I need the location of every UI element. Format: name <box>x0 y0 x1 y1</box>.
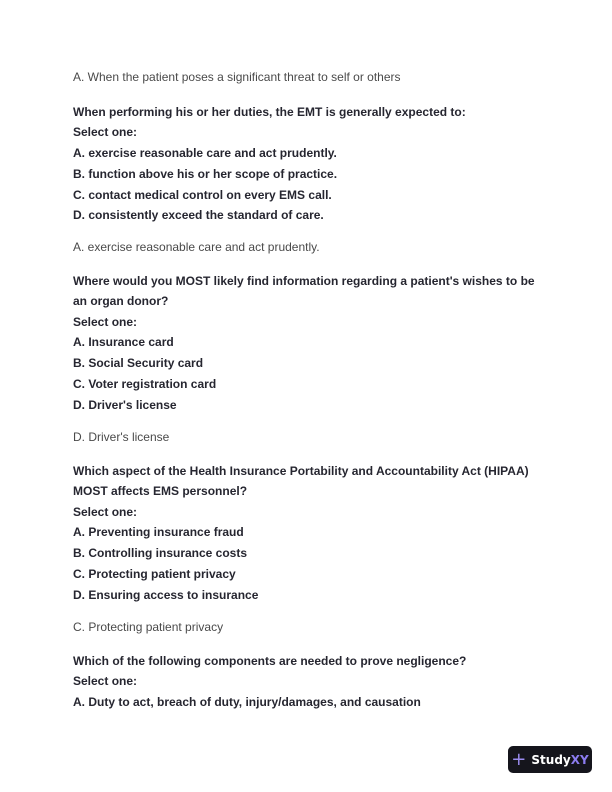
question-line: C. Protecting patient privacy <box>73 567 236 581</box>
question-line: Select one: <box>73 674 138 688</box>
question-line: B. function above his or her scope of practice. <box>73 167 338 181</box>
answer-line: A. exercise reasonable care and act prudently. <box>73 240 320 254</box>
question-line: B. Controlling insurance costs <box>73 546 248 560</box>
question-line: D. consistently exceed the standard of care. <box>73 208 324 222</box>
studyxy-logo[interactable] <box>508 746 592 773</box>
logo-name: Study <box>531 752 571 767</box>
question-line: Select one: <box>73 315 138 329</box>
plus-icon: + <box>511 748 527 770</box>
answer-line: C. Protecting patient privacy <box>73 620 224 634</box>
question-line: B. Social Security card <box>73 356 204 370</box>
question-line: D. Driver's license <box>73 398 177 412</box>
question-line: A. Insurance card <box>73 335 174 349</box>
question-line: Which aspect of the Health Insurance Portability and Accountability Act (HIPAA) <box>73 464 529 478</box>
question-line: C. contact medical control on every EMS call. <box>73 188 332 202</box>
question-line: Which of the following components are needed to prove negligence? <box>73 654 467 668</box>
question-line: MOST affects EMS personnel? <box>73 484 248 498</box>
question-line: A. exercise reasonable care and act prudently. <box>73 146 337 160</box>
question-line: an organ donor? <box>73 294 169 308</box>
question-line: When performing his or her duties, the EMT is generally expected to: <box>73 105 466 119</box>
answer-line: D. Driver's license <box>73 430 170 444</box>
question-line: Select one: <box>73 505 138 519</box>
answer-line: A. When the patient poses a significant threat to self or others <box>73 70 401 84</box>
logo-accent: XY <box>570 752 589 767</box>
question-line: Select one: <box>73 125 138 139</box>
question-line: A. Preventing insurance fraud <box>73 525 244 539</box>
logo-text <box>531 753 588 767</box>
question-line: A. Duty to act, breach of duty, injury/damages, and causation <box>73 695 421 709</box>
question-line: C. Voter registration card <box>73 377 217 391</box>
question-line: D. Ensuring access to insurance <box>73 588 259 602</box>
question-line: Where would you MOST likely find information regarding a patient's wishes to be <box>73 274 535 288</box>
